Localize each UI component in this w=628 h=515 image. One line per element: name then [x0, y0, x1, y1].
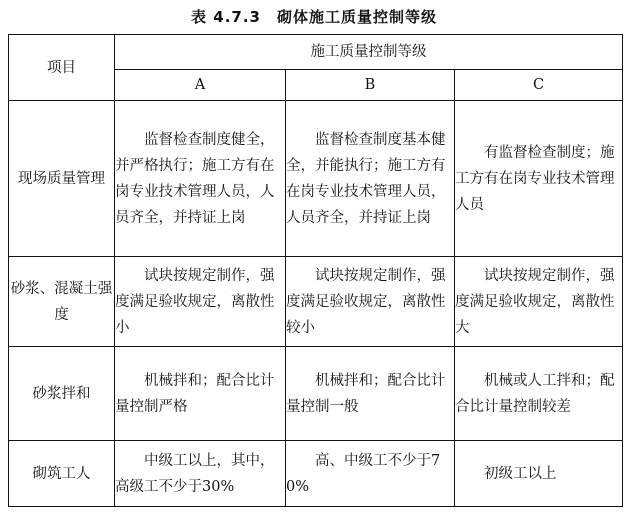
cell-text: 初级工以上 — [484, 465, 557, 482]
cell-text: 机械拌和；配合比计量控制一般 — [286, 372, 446, 415]
cell-text: 试块按规定制作，强度满足验收规定，离散性较小 — [286, 267, 446, 336]
cell-text: 高、中级工不少于70% — [286, 452, 441, 495]
cell-text: 有监督检查制度；施工方有在岗专业技术管理人员 — [455, 144, 615, 213]
grade-group-header: 施工质量控制等级 — [115, 35, 623, 70]
row-label-mortar-concrete-strength: 砂浆、混凝土强度 — [9, 257, 115, 347]
project-column-header: 项目 — [9, 35, 115, 101]
table-cell — [286, 347, 455, 441]
cell-text: 试块按规定制作，强度满足验收规定，离散性大 — [455, 267, 615, 336]
grade-c-header: C — [455, 70, 623, 101]
table-cell — [455, 101, 623, 257]
table-cell — [455, 347, 623, 441]
cell-text: 监督检查制度健全，并严格执行；施工方有在岗专业技术管理人员，人员齐全，并持证上岗 — [115, 131, 275, 226]
table-cell — [286, 257, 455, 347]
row-label-mortar-mixing: 砂浆拌和 — [9, 347, 115, 441]
table-cell — [455, 257, 623, 347]
cell-text: 监督检查制度基本健全，并能执行；施工方有在岗专业技术管理人员，人员齐全，并持证上岗 — [286, 131, 446, 226]
table-cell — [115, 347, 286, 441]
grade-b-header: B — [286, 70, 455, 101]
table-cell — [115, 257, 286, 347]
row-label-site-quality-management: 现场质量管理 — [9, 101, 115, 257]
table-cell — [115, 101, 286, 257]
table-row — [9, 441, 623, 507]
table-cell — [286, 101, 455, 257]
cell-text: 试块按规定制作，强度满足验收规定，离散性小 — [115, 267, 275, 336]
table-cell — [115, 441, 286, 507]
table-cell — [286, 441, 455, 507]
cell-text: 中级工以上，其中，高级工不少于30% — [115, 452, 275, 495]
grade-a-header: A — [115, 70, 286, 101]
quality-control-table — [8, 34, 623, 507]
table-cell — [455, 441, 623, 507]
table-row — [9, 347, 623, 441]
table-title: 表 4.7.3 砌体施工质量控制等级 — [191, 8, 437, 26]
table-row — [9, 257, 623, 347]
cell-text: 机械拌和；配合比计量控制严格 — [115, 372, 275, 415]
cell-text: 机械或人工拌和；配合比计量控制较差 — [455, 372, 615, 415]
row-label-masonry-workers: 砌筑工人 — [9, 441, 115, 507]
table-row — [9, 101, 623, 257]
